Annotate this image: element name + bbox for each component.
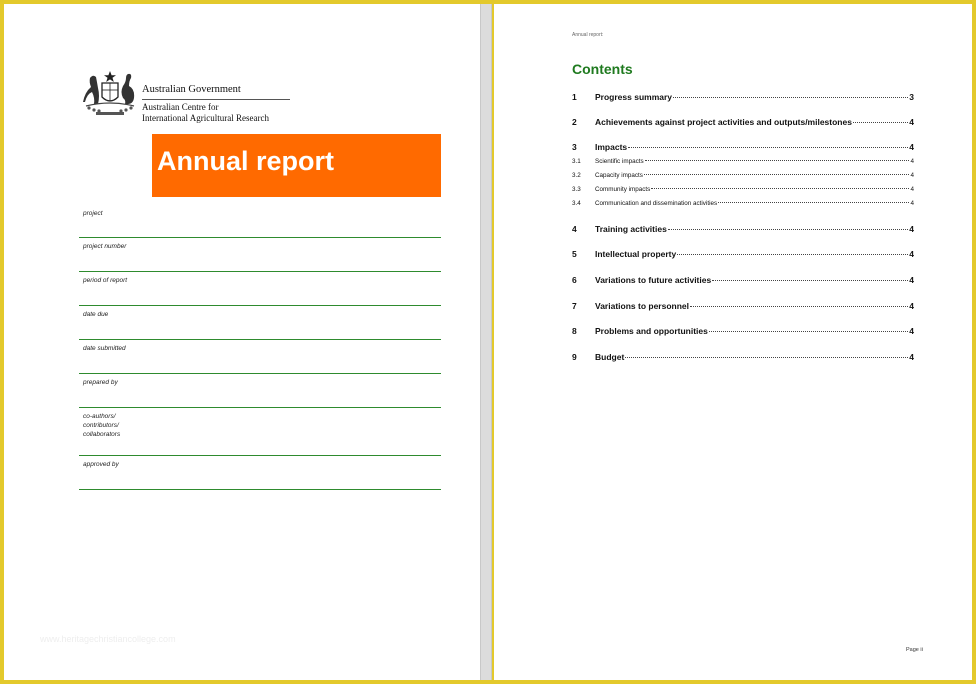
toc-leader: [709, 331, 908, 332]
toc-leader: [712, 280, 908, 281]
toc-page-number: 4: [910, 200, 914, 207]
field-label: period of report: [83, 277, 128, 284]
field-period-of-report[interactable]: [79, 272, 441, 306]
toc-number: 5: [572, 249, 577, 259]
toc-number: 4: [572, 224, 577, 234]
toc-page-number: 4: [909, 224, 914, 234]
toc-leader: [673, 97, 908, 98]
field-approved-by[interactable]: [79, 456, 441, 490]
toc-number: 8: [572, 326, 577, 336]
toc-title: Communication and dissemination activities: [595, 200, 718, 207]
toc-page-number: 4: [909, 352, 914, 362]
toc-number: 3: [572, 142, 577, 152]
toc-page-number: 4: [910, 158, 914, 165]
toc-title: Variations to personnel: [595, 301, 689, 311]
toc-page-number: 4: [909, 142, 914, 152]
toc-title: Budget: [595, 352, 625, 362]
toc-page-number: 4: [909, 301, 914, 311]
toc-page-number: 4: [909, 275, 914, 285]
page-gutter: [480, 4, 492, 680]
toc-title: Achievements against project activities and outputs/milestones: [595, 117, 852, 127]
contents-heading: Contents: [572, 61, 633, 77]
field-project[interactable]: [79, 205, 441, 238]
toc-number: 3.3: [572, 186, 581, 193]
running-head: Annual report:: [572, 32, 604, 38]
government-logo-text: [142, 83, 290, 124]
toc-number: 3.4: [572, 200, 581, 207]
government-name: Australian Government: [142, 83, 290, 100]
field-label: date due: [83, 311, 109, 318]
toc-page-number: 4: [910, 186, 914, 193]
toc-leader: [651, 188, 909, 189]
toc-entry-7[interactable]: [572, 301, 914, 313]
field-co-authors[interactable]: [79, 408, 441, 456]
toc-leader: [853, 122, 908, 123]
coat-of-arms-icon: [82, 70, 138, 116]
toc-title: Intellectual property: [595, 249, 677, 259]
field-label: date submitted: [83, 345, 126, 352]
cover-page: [4, 4, 480, 680]
toc-entry-1[interactable]: [572, 92, 914, 104]
toc-entry-4[interactable]: [572, 224, 914, 236]
toc-leader: [644, 174, 910, 175]
toc-leader: [668, 229, 908, 230]
toc-entry-3-4[interactable]: [572, 200, 914, 212]
toc-number: 6: [572, 275, 577, 285]
toc-leader: [690, 306, 908, 307]
toc-entry-5[interactable]: [572, 249, 914, 261]
toc-number: 3.2: [572, 172, 581, 179]
toc-leader: [625, 357, 908, 358]
field-prepared-by[interactable]: [79, 374, 441, 408]
toc-leader: [645, 160, 910, 161]
toc-title: Training activities: [595, 224, 667, 234]
toc-title: Community impacts: [595, 186, 651, 193]
field-label: project: [83, 210, 103, 217]
field-label: co-authors/ contributors/ collaborators: [83, 413, 121, 438]
toc-entry-3[interactable]: [572, 142, 914, 154]
toc-title: Progress summary: [595, 92, 673, 102]
toc-title: Capacity impacts: [595, 172, 643, 179]
toc-number: 9: [572, 352, 577, 362]
toc-entry-8[interactable]: [572, 326, 914, 338]
toc-leader: [718, 202, 909, 203]
toc-number: 1: [572, 92, 577, 102]
toc-entry-3-2[interactable]: [572, 172, 914, 184]
toc-page-number: 4: [909, 249, 914, 259]
toc-leader: [628, 147, 908, 148]
field-label: approved by: [83, 461, 119, 468]
toc-entry-3-1[interactable]: [572, 158, 914, 170]
toc-number: 3.1: [572, 158, 581, 165]
toc-entry-3-3[interactable]: [572, 186, 914, 198]
toc-entry-9[interactable]: [572, 352, 914, 364]
toc-title: Impacts: [595, 142, 628, 152]
field-project-number[interactable]: [79, 238, 441, 272]
page-number-footer: Page ii: [906, 647, 923, 653]
watermark: www.heritagechristiancollege.com: [40, 634, 176, 644]
toc-page-number: 4: [909, 326, 914, 336]
toc-entry-6[interactable]: [572, 275, 914, 287]
title-banner: [152, 134, 441, 197]
toc-entry-2[interactable]: [572, 117, 914, 129]
toc-number: 7: [572, 301, 577, 311]
field-label: project number: [83, 243, 127, 250]
toc-title: Problems and opportunities: [595, 326, 708, 336]
contents-page: [494, 4, 972, 680]
toc-page-number: 3: [909, 92, 914, 102]
agency-name-line2: International Agricultural Research: [142, 113, 269, 123]
toc-number: 2: [572, 117, 577, 127]
agency-name-line1: Australian Centre for: [142, 102, 219, 112]
field-date-due[interactable]: [79, 306, 441, 340]
toc-leader: [677, 254, 908, 255]
toc-title: Scientific impacts: [595, 158, 644, 165]
report-title: Annual report: [157, 146, 335, 176]
field-label: prepared by: [83, 379, 118, 386]
toc-page-number: 4: [910, 172, 914, 179]
toc-title: Variations to future activities: [595, 275, 712, 285]
toc-page-number: 4: [909, 117, 914, 127]
field-date-submitted[interactable]: [79, 340, 441, 374]
